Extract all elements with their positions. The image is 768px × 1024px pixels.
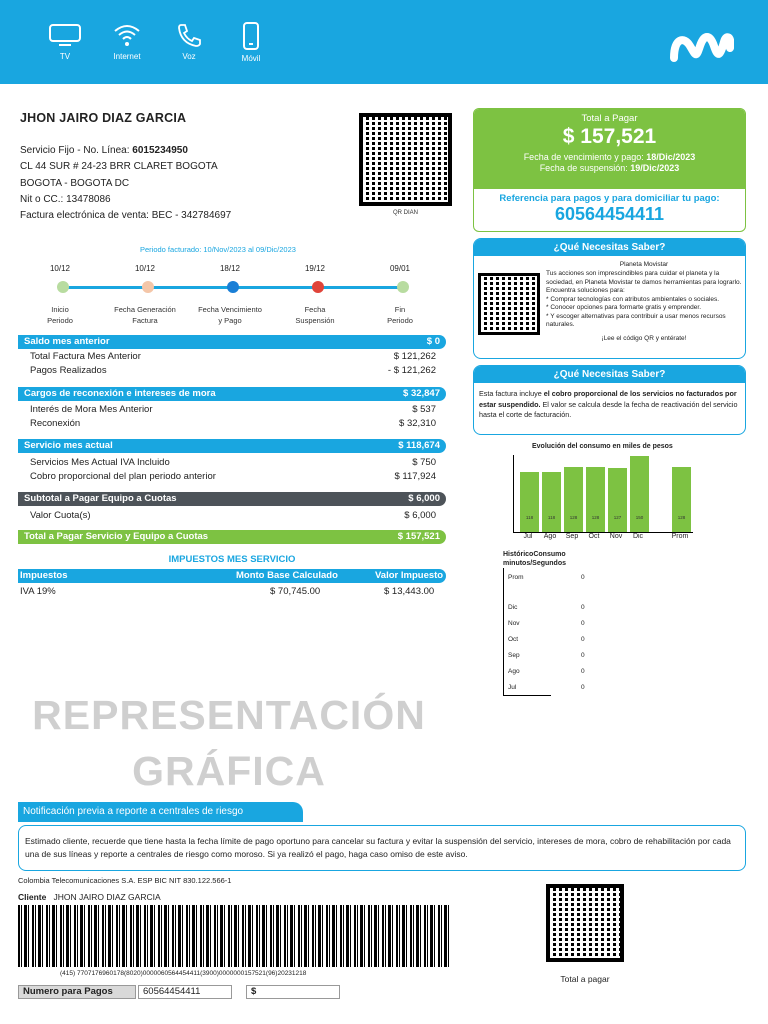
history-value: 0 xyxy=(581,636,585,643)
charge-row: Cobro proporcional del plan periodo anterior $ 117,924 xyxy=(30,471,436,482)
history-title: HistóricoConsumo minutos/Segundos xyxy=(503,551,566,567)
timeline-date: 09/01 xyxy=(389,264,411,273)
chart-title: Evolución del consumo en miles de pesos xyxy=(532,443,673,450)
chart-tick-label: Jul xyxy=(523,533,533,540)
total-label: Total a Pagar xyxy=(581,113,638,124)
planeta-subtitle: Planeta Movistar xyxy=(619,261,669,268)
chart-bar xyxy=(586,467,605,532)
invoice-number: Factura electrónica de venta: BEC - 342784697 xyxy=(20,210,232,221)
chart-data-label: 128 xyxy=(591,515,600,520)
pay-number-field[interactable]: 60564454411 xyxy=(138,985,232,999)
chart-data-label: 127 xyxy=(613,515,622,520)
nav-internet-label: Internet xyxy=(113,52,141,61)
suspension-date: 19/Dic/2023 xyxy=(630,163,680,173)
history-table xyxy=(503,568,585,696)
planeta-text: Tus acciones son imprescindibles para cuidar el planeta y la sociedad, en Planeta Movistar te damos herramientas para lograrlo. Encuentra soluciones para: * Comprar tecnologías con atributos ambientales o sociales. * Conocer opciones para formarte gratis y emprender. * Y escoger alternativas para contribuir a usar menos recursos naturales. ¡Lee el código QR y entérate! xyxy=(546,270,742,342)
charge-row: Pagos Realizados - $ 121,262 xyxy=(30,365,436,376)
consumption-chart xyxy=(513,455,693,533)
qr-dian-label: QR DIAN xyxy=(392,210,418,216)
customer-address: CL 44 SUR # 24-23 BRR CLARET BOGOTA xyxy=(20,161,218,172)
client-line: Cliente JHON JAIRO DIAZ GARCIA xyxy=(18,892,161,902)
proporcional-text: Esta factura incluye el cobro proporcional de los servicios no facturados por estar suspendido. El valor se calcula desde la fecha de reactivación del servicio hasta el corte de facturación. xyxy=(479,389,738,419)
info-box-planeta xyxy=(473,238,746,359)
charge-row: Valor Cuota(s) $ 6,000 xyxy=(30,510,436,521)
amount-field[interactable]: $ xyxy=(246,985,340,999)
chart-bar xyxy=(608,468,627,532)
timeline-label: Inicio Periodo xyxy=(47,305,73,325)
chart-data-label: 118 xyxy=(547,515,556,520)
watermark-line2: GRÁFICA xyxy=(132,748,326,794)
payment-qr xyxy=(546,884,624,962)
chart-tick-label: Ago xyxy=(543,533,557,540)
chart-tick-label: Sep xyxy=(565,533,579,540)
charge-row: Reconexión $ 32,310 xyxy=(30,418,436,429)
reconexion-bar: Cargos de reconexión e intereses de mora $ 32,847 xyxy=(18,387,446,401)
subtotal-bar: Subtotal a Pagar Equipo a Cuotas $ 6,000 xyxy=(18,492,446,506)
tax-row: IVA 19% $ 70,745.00 $ 13,443.00 xyxy=(20,586,435,597)
service-prefix: Servicio Fijo - No. Línea: xyxy=(20,145,133,156)
info-box-proporcional xyxy=(473,365,746,435)
company-info: Colombia Telecomunicaciones S.A. ESP BIC NIT 830.122.566-1 xyxy=(18,876,232,885)
charge-row: Total Factura Mes Anterior $ 121,262 xyxy=(30,351,436,362)
timeline-label: Fin Periodo xyxy=(387,305,413,325)
phone-icon xyxy=(175,22,203,48)
barcode-text: (415) 7707176960178(8020)0000060564454411(3900)0000000157521(96)20231218 xyxy=(60,970,307,977)
tv-icon xyxy=(48,22,82,48)
history-value: 0 xyxy=(581,620,585,627)
timeline-label: Fecha Generación Factura xyxy=(114,305,176,325)
saldo-bar: Saldo mes anterior $ 0 xyxy=(18,335,446,349)
info-box-title: ¿Qué Necesitas Saber? xyxy=(474,366,745,383)
service-line xyxy=(20,145,188,156)
chart-bar xyxy=(672,467,691,532)
chart-tick-label: Prom xyxy=(671,533,689,540)
wifi-icon xyxy=(112,22,142,48)
due-date: 18/Dic/2023 xyxy=(646,152,696,162)
suspension-label: Fecha de suspensión: xyxy=(539,163,631,173)
timeline-date: 10/12 xyxy=(134,264,156,273)
nav-internet[interactable] xyxy=(97,22,157,61)
chart-bar xyxy=(630,456,649,532)
movistar-logo xyxy=(670,28,734,68)
reference-label: Referencia para pagos y para domiciliar tu pago: xyxy=(499,193,720,204)
notification-body: Estimado cliente, recuerde que tiene hasta la fecha límite de pago oportuno para cancelar su factura y evitar la suspensión del servicio, intereses de mora, cobro de rehabilitación por cada una de sus líneas y reporte a centrales de riesgo como moroso. Si ya realizó el pago, haga caso omiso de este aviso. xyxy=(18,825,746,871)
service-number: 6015234950 xyxy=(132,145,188,156)
history-month: Oct xyxy=(508,636,519,643)
chart-tick-label: Dic xyxy=(632,533,644,540)
history-month: Prom xyxy=(508,574,524,581)
history-value: 0 xyxy=(581,684,585,691)
history-month: Jul xyxy=(508,684,517,691)
chart-bar xyxy=(564,467,583,532)
timeline-dot-due xyxy=(227,281,239,293)
nav-movil[interactable] xyxy=(221,22,281,63)
suspension-line xyxy=(474,163,745,173)
total-amount: $ 157,521 xyxy=(562,125,657,148)
nav-movil-label: Móvil xyxy=(241,54,261,63)
chart-bar xyxy=(542,472,561,532)
chart-tick-label: Nov xyxy=(609,533,623,540)
due-line xyxy=(474,152,745,162)
charge-row: Interés de Mora Mes Anterior $ 537 xyxy=(30,404,436,415)
notification-title: Notificación previa a reporte a centrales de riesgo xyxy=(18,802,303,822)
history-value: 0 xyxy=(581,652,585,659)
qr-dian xyxy=(359,113,452,206)
timeline-date: 10/12 xyxy=(49,264,71,273)
timeline-label: Fecha Vencimiento y Pago xyxy=(198,305,262,325)
timeline-dot-end xyxy=(397,281,409,293)
chart-bar xyxy=(520,472,539,532)
taxes-header: Impuestos Monto Base Calculado Valor Impuesto xyxy=(18,569,446,583)
history-month: Dic xyxy=(508,604,518,611)
nav-voz-label: Voz xyxy=(182,52,196,61)
chart-data-label: 128 xyxy=(569,515,578,520)
payment-barcode xyxy=(18,905,451,967)
customer-city: BOGOTA - BOGOTA DC xyxy=(20,178,130,189)
due-label: Fecha de vencimiento y pago: xyxy=(523,152,647,162)
servicio-bar: Servicio mes actual $ 118,674 xyxy=(18,439,446,453)
chart-data-label: 128 xyxy=(677,515,686,520)
chart-data-label: 118 xyxy=(525,515,534,520)
nav-tv-label: TV xyxy=(59,52,71,61)
info-box-title: ¿Qué Necesitas Saber? xyxy=(474,239,745,256)
billing-period: Periodo facturado: 10/Nov/2023 al 09/Dic/2023 xyxy=(140,245,296,254)
timeline-label: Fecha Suspensión xyxy=(295,305,335,325)
total-bar: Total a Pagar Servicio y Equipo a Cuotas $ 157,521 xyxy=(18,530,446,544)
nav-voz[interactable] xyxy=(159,22,219,61)
watermark-line1: REPRESENTACIÓN xyxy=(32,692,426,738)
customer-name: JHON JAIRO DIAZ GARCIA xyxy=(20,111,187,125)
history-month: Nov xyxy=(508,620,520,627)
timeline-date: 19/12 xyxy=(304,264,326,273)
planeta-qr xyxy=(478,273,540,335)
history-value: 0 xyxy=(581,604,585,611)
chart-data-label: 150 xyxy=(635,515,644,520)
charge-row: Servicios Mes Actual IVA Incluido $ 750 xyxy=(30,457,436,468)
history-value: 0 xyxy=(581,574,585,581)
taxes-title: IMPUESTOS MES SERVICIO xyxy=(168,554,296,565)
timeline-dot-start xyxy=(57,281,69,293)
timeline-dot-generation xyxy=(142,281,154,293)
history-value: 0 xyxy=(581,668,585,675)
nav-tv[interactable] xyxy=(35,22,95,61)
pay-number-label: Numero para Pagos xyxy=(18,985,136,999)
history-month: Ago xyxy=(508,668,520,675)
reference-number: 60564454411 xyxy=(554,204,665,224)
total-pagar-label: Total a pagar xyxy=(560,974,610,984)
payment-box xyxy=(473,108,746,232)
timeline-date: 18/12 xyxy=(219,264,241,273)
timeline-dot-suspension xyxy=(312,281,324,293)
chart-tick-label: Oct xyxy=(588,533,600,540)
history-month: Sep xyxy=(508,652,520,659)
customer-nit: Nit o CC.: 13478086 xyxy=(20,194,111,205)
mobile-icon xyxy=(241,22,261,50)
